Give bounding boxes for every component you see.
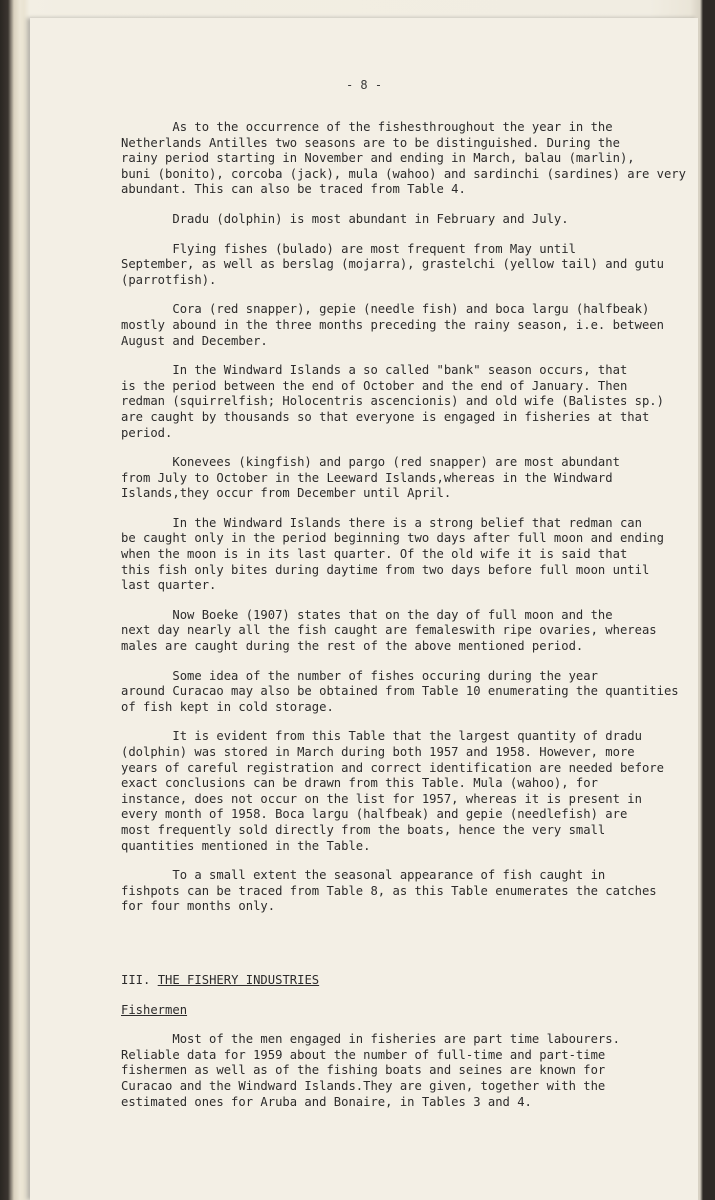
section-heading — [121, 973, 661, 989]
document-page — [30, 18, 698, 1200]
paragraph-table-evidence: It is evident from this Table that the largest quantity of dradu (dolphin) was stored in March during both 1957 and 1958. However, more years of careful registration and correct identification are needed before exact conclusions can be drawn from this Table. Mula (wahoo), for instance, does not occur on the list for 1957, whereas it is present in every month of 1958. Boca largu (halfbeak) and gepie (needlefish) are most frequently sold directly from the boats, hence the very small quantities mentioned in the Table. — [121, 729, 664, 853]
paragraph-cold-storage: Some idea of the number of fishes occuring during the year around Curacao may also be obtained from Table 10 enumerating the quantities of fish kept in cold storage. — [121, 668, 679, 714]
paragraph-fishermen: Most of the men engaged in fisheries are part time labourers. Reliable data for 1959 about the number of full-time and part-time fishermen as well as of the fishing boats and seines are known for Curacao and the Windward Islands.They are given, together with the estimated ones for Aruba and Bonaire, in Tables 3 and 4. — [121, 1032, 620, 1109]
body-text — [121, 120, 686, 1124]
section-number: III. — [121, 972, 151, 987]
subheading-label: Fishermen — [121, 1002, 188, 1017]
paragraph-konevees: Konevees (kingfish) and pargo (red snapper) are most abundant from July to October in the Leeward Islands,whereas in the Windward Islands,they occur from December until April. — [121, 455, 620, 501]
paragraph-windward-bank-season: In the Windward Islands a so called "bank" season occurs, that is the period between the end of October and the end of January. Then redman (squirrelfish; Holocentris ascencionis) and old wife (Balistes sp.) are caught by thousands so that everyone is engaged in fisheries at that period. — [121, 363, 664, 440]
subheading-fishermen — [121, 1003, 661, 1019]
section-title: THE FISHERY INDUSTRIES — [157, 972, 320, 987]
paragraph-seasons: As to the occurrence of the fishesthroughout the year in the Netherlands Antilles two seasons are to be distinguished. During the rainy period starting in November and ending in March, balau (marlin), buni (bonito), corcoba (jack), mula (wahoo) and sardinchi (sardines) are very abundant. This can also be traced from Table 4. — [121, 120, 686, 197]
paragraph-boeke: Now Boeke (1907) states that on the day of full moon and the next day nearly all the fish caught are femaleswith ripe ovaries, whereas males are caught during the rest of the above mentioned period. — [121, 607, 657, 654]
section-gap — [121, 929, 661, 973]
paragraph-cora: Cora (red snapper), gepie (needle fish) and boca largu (halfbeak) mostly abound in the three months preceding the rainy season, i.e. between August and December. — [121, 302, 664, 348]
paragraph-dradu: Dradu (dolphin) is most abundant in February and July. — [121, 211, 569, 226]
paragraph-flying-fishes: Flying fishes (bulado) are most frequent from May until September, as well as berslag (mojarra), grastelchi (yellow tail) and gutu (parrotfish). — [121, 241, 664, 287]
paragraph-fishpots: To a small extent the seasonal appearance of fish caught in fishpots can be traced from Table 8, as this Table enumerates the catches for four months only. — [121, 868, 657, 914]
paragraph-redman-belief: In the Windward Islands there is a strong belief that redman can be caught only in the period beginning two days after full moon and ending when the moon is in its last quarter. Of the old wife it is said that this fish only bites during daytime from two days before full moon until last quarter. — [121, 515, 664, 593]
page-number: - 8 - — [345, 78, 383, 92]
